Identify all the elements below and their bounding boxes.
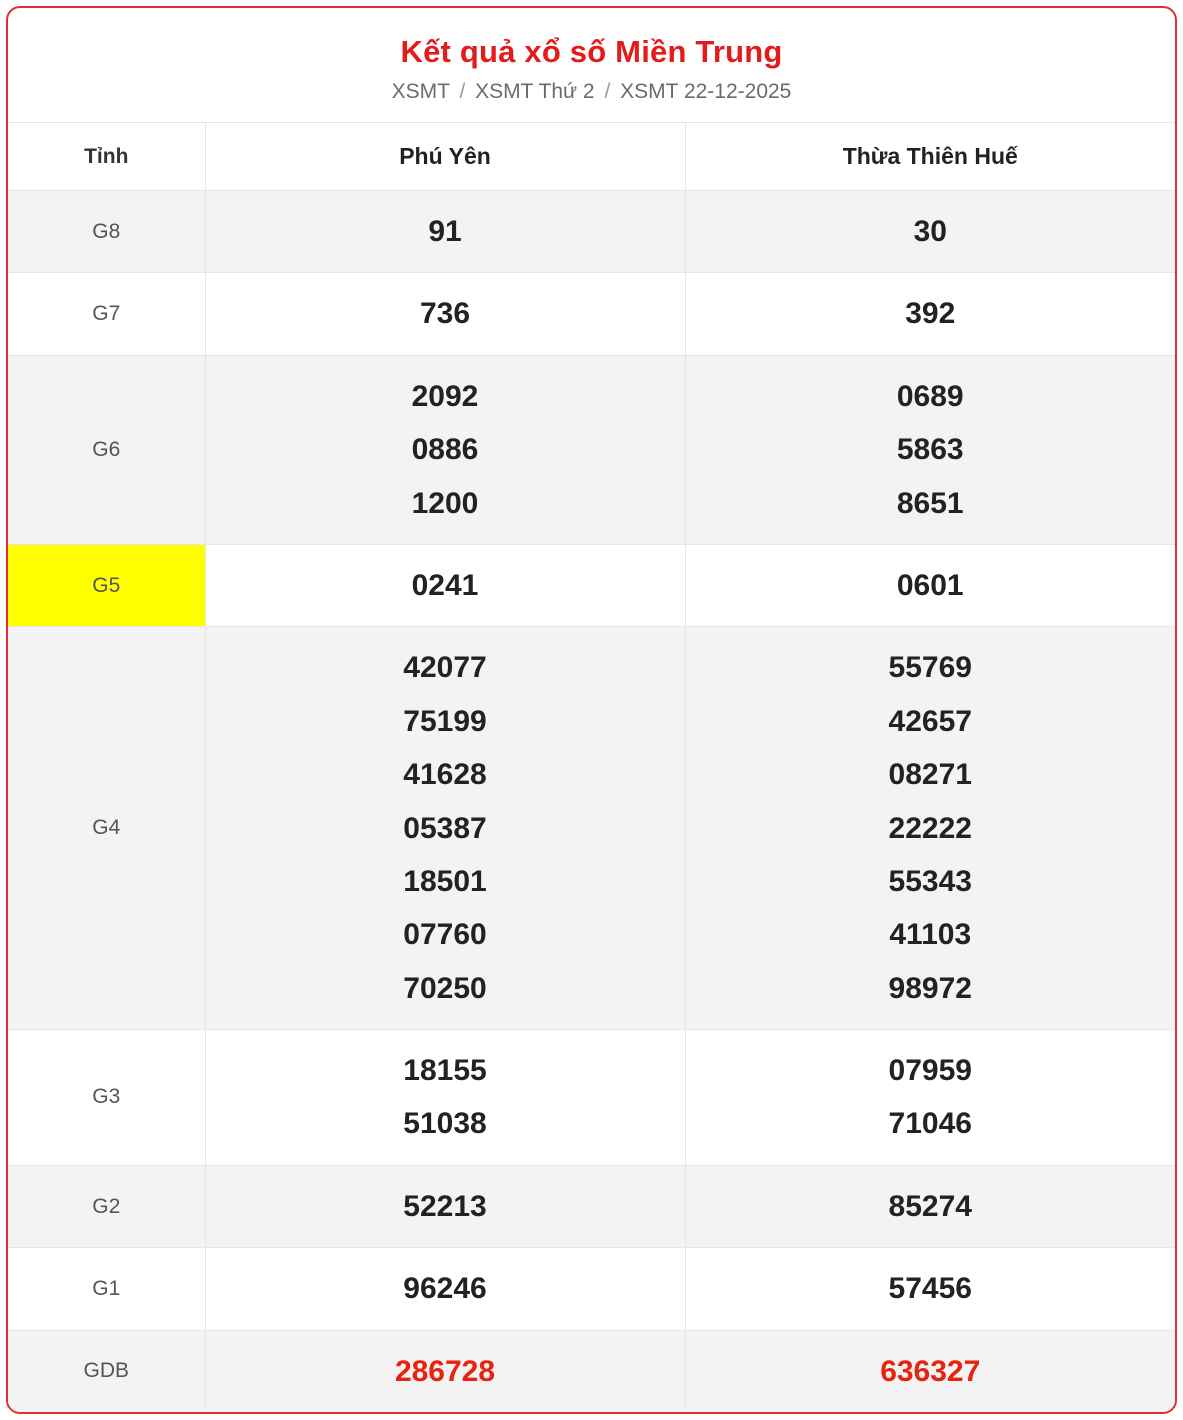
lottery-number: 41103 (889, 918, 972, 952)
lottery-number: 57456 (888, 1272, 972, 1306)
lottery-number: 05387 (403, 811, 487, 845)
numbers-cell-hue (685, 1248, 1175, 1330)
numbers-cell-phu-yen (205, 1330, 685, 1412)
row-label-g4: G4 (8, 627, 205, 1030)
row-label-g5: G5 (8, 544, 205, 626)
numbers-cell-phu-yen (205, 1165, 685, 1247)
lottery-number: 08271 (888, 758, 972, 792)
lottery-number: 98972 (888, 971, 972, 1005)
table-row (8, 1165, 1175, 1247)
lottery-number: 18155 (403, 1054, 487, 1088)
row-label-g8: G8 (8, 191, 205, 273)
lottery-number: 55343 (888, 864, 972, 898)
lottery-number: 0241 (411, 568, 479, 602)
table-row (8, 1030, 1175, 1166)
lottery-number: 22222 (888, 811, 972, 845)
lottery-number: 30 (913, 215, 947, 248)
lottery-number: 55769 (888, 651, 972, 685)
lottery-number: 96246 (403, 1272, 487, 1306)
breadcrumb-separator-1: / (459, 80, 466, 103)
column-header-tinh: Tỉnh (8, 123, 205, 191)
table-row (8, 355, 1175, 544)
lottery-number: 736 (419, 297, 471, 331)
lottery-number: 91 (428, 215, 462, 248)
lottery-number: 07959 (888, 1054, 972, 1088)
lottery-number: 392 (905, 297, 956, 331)
column-header-phu-yen: Phú Yên (205, 123, 685, 191)
numbers-cell-hue (685, 1330, 1175, 1412)
row-label-g2: G2 (8, 1165, 205, 1247)
results-table (8, 122, 1175, 1412)
lottery-number: 636327 (880, 1354, 981, 1388)
lottery-result-card (6, 6, 1177, 1414)
table-row (8, 273, 1175, 355)
lottery-number: 1200 (411, 486, 479, 520)
lottery-number: 0886 (411, 433, 479, 467)
breadcrumb-item-root[interactable]: XSMT (391, 80, 450, 103)
numbers-cell-hue (685, 355, 1175, 544)
row-label-gdb: GDB (8, 1330, 205, 1412)
numbers-cell-phu-yen (205, 1248, 685, 1330)
lottery-number: 70250 (403, 971, 487, 1005)
numbers-cell-phu-yen (205, 1030, 685, 1166)
row-label-g6: G6 (8, 355, 205, 544)
lottery-number: 71046 (888, 1107, 972, 1141)
lottery-number: 85274 (888, 1189, 972, 1223)
page-title: Kết quả xổ số Miền Trung (400, 34, 783, 69)
lottery-number: 2092 (411, 379, 479, 413)
lottery-number: 75199 (403, 704, 487, 738)
lottery-number: 07760 (403, 918, 487, 952)
lottery-number: 5863 (896, 433, 964, 467)
lottery-number: 8651 (896, 486, 964, 520)
column-header-hue: Thừa Thiên Huế (685, 123, 1175, 191)
numbers-cell-hue (685, 544, 1175, 626)
numbers-cell-hue (685, 627, 1175, 1030)
numbers-cell-phu-yen (205, 191, 685, 273)
table-row (8, 1330, 1175, 1412)
lottery-number: 42077 (403, 651, 487, 685)
numbers-cell-phu-yen (205, 544, 685, 626)
results-table-head (8, 123, 1175, 191)
breadcrumb (8, 72, 1175, 122)
table-row (8, 191, 1175, 273)
row-label-g7: G7 (8, 273, 205, 355)
numbers-cell-phu-yen (205, 627, 685, 1030)
table-row (8, 1248, 1175, 1330)
lottery-number: 18501 (403, 864, 487, 898)
numbers-cell-hue (685, 1165, 1175, 1247)
lottery-number: 52213 (403, 1189, 487, 1223)
breadcrumb-item-mid[interactable]: XSMT Thứ 2 (475, 80, 595, 103)
numbers-cell-hue (685, 273, 1175, 355)
results-table-body (8, 191, 1175, 1413)
row-label-g3: G3 (8, 1030, 205, 1166)
row-label-g1: G1 (8, 1248, 205, 1330)
lottery-number: 0689 (896, 379, 964, 413)
numbers-cell-hue (685, 1030, 1175, 1166)
lottery-number: 42657 (888, 704, 972, 738)
table-row (8, 544, 1175, 626)
lottery-number: 286728 (394, 1354, 496, 1388)
table-header-row (8, 123, 1175, 191)
lottery-number: 51038 (403, 1107, 487, 1141)
numbers-cell-hue (685, 191, 1175, 273)
breadcrumb-item-leaf[interactable]: XSMT 22-12-2025 (620, 80, 792, 103)
lottery-number: 41628 (403, 758, 487, 792)
table-row (8, 627, 1175, 1030)
numbers-cell-phu-yen (205, 273, 685, 355)
numbers-cell-phu-yen (205, 355, 685, 544)
lottery-number: 0601 (896, 568, 964, 602)
breadcrumb-separator-2: / (604, 80, 611, 103)
